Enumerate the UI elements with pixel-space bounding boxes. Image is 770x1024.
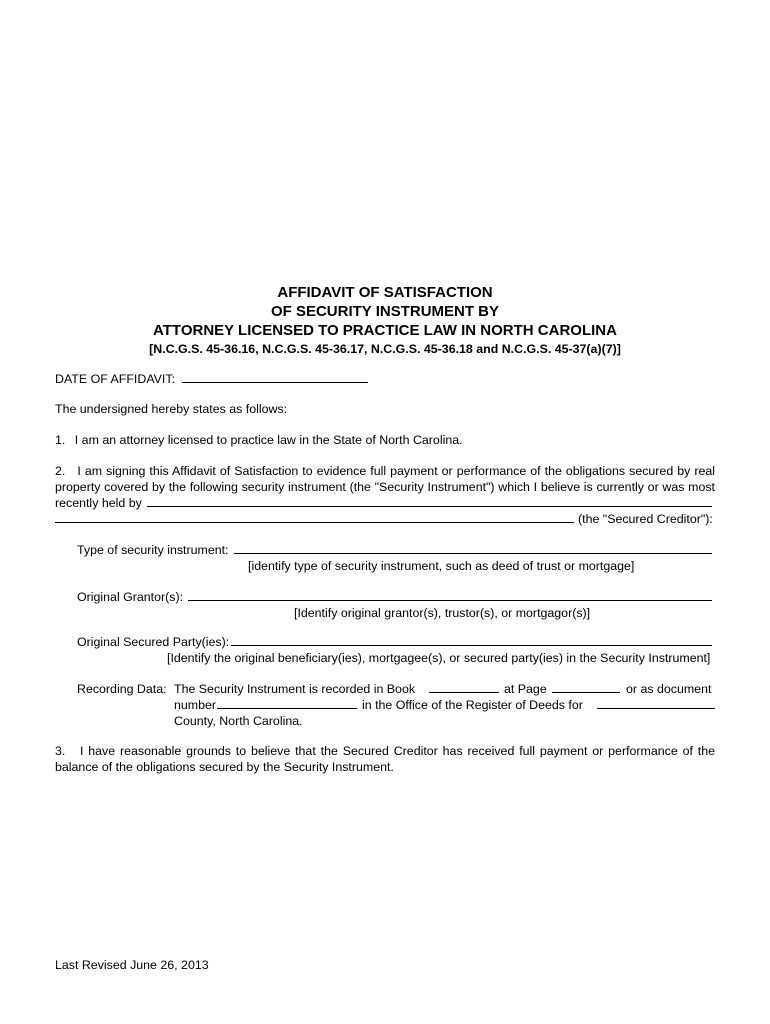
recording-row-1: [174, 681, 415, 697]
document-number-field[interactable]: [217, 696, 357, 709]
held-by-label: recently held by: [55, 496, 142, 510]
item-2-line-2: property covered by the following security instrument (the "Security Instrument") which I believe is currently or was most: [55, 480, 715, 494]
item-3-line-2: balance of the obligations secured by the Security Instrument.: [55, 760, 394, 774]
type-field[interactable]: [234, 541, 712, 554]
book-field[interactable]: [429, 680, 499, 693]
secured-creditor-field[interactable]: [55, 510, 574, 523]
grantor-label: Original Grantor(s):: [77, 590, 184, 604]
date-label: DATE OF AFFIDAVIT:: [55, 372, 176, 386]
item-1: [55, 432, 463, 448]
item-2: [55, 463, 715, 495]
recording-office: in the Office of the Register of Deeds for: [362, 698, 583, 712]
held-by-row: [55, 495, 142, 511]
intro-text: The undersigned hereby states as follows:: [55, 402, 288, 416]
recording-at-page: at Page: [504, 682, 547, 696]
page-field[interactable]: [552, 680, 620, 693]
recording-county: County, North Carolina.: [174, 714, 303, 728]
type-label: Type of security instrument:: [77, 543, 229, 557]
secured-party-hint: [Identify the original beneficiary(ies), mortgagee(s), or secured party(ies) in the Security Instrument]: [167, 651, 711, 665]
document-title: [0, 283, 770, 357]
item-1-number: 1.: [55, 433, 66, 447]
recording-text-1: The Security Instrument is recorded in Book: [174, 682, 416, 696]
item-2-number: 2.: [55, 464, 66, 478]
county-field[interactable]: [597, 696, 715, 709]
grantor-field[interactable]: [188, 588, 712, 601]
item-3-line-1: [55, 743, 715, 759]
date-row: [55, 370, 368, 387]
title-line-2: OF SECURITY INSTRUMENT BY: [270, 303, 500, 320]
grantor-hint: [Identify original grantor(s), trustor(s), or mortgagor(s)]: [294, 606, 591, 620]
recording-label: Recording Data:: [77, 682, 167, 696]
held-by-field[interactable]: [147, 494, 712, 507]
item-1-text: I am an attorney licensed to practice law in the State of North Carolina.: [74, 433, 463, 447]
recording-number-label: number: [174, 698, 217, 712]
last-revised-footer: Last Revised June 26, 2013: [55, 958, 209, 972]
recording-or-doc: or as document: [626, 682, 712, 696]
item-3-line-1-text: I have reasonable grounds to believe that the Secured Creditor has received full payment or performance of the: [79, 744, 715, 758]
item-3: [55, 743, 715, 775]
secured-party-label: Original Secured Party(ies):: [77, 635, 230, 649]
type-hint: [identify type of security instrument, such as deed of trust or mortgage]: [248, 559, 635, 573]
secured-creditor-suffix: (the "Secured Creditor"):: [578, 512, 713, 526]
date-field[interactable]: [182, 370, 368, 383]
title-line-1: AFFIDAVIT OF SATISFACTION: [277, 284, 493, 301]
item-2-line-1: [55, 463, 715, 479]
item-3-number: 3.: [55, 744, 66, 758]
statute-citation: [N.C.G.S. 45-36.16, N.C.G.S. 45-36.17, N.C.G.S. 45-36.18 and N.C.G.S. 45-37(a)(7)]: [149, 342, 621, 356]
secured-party-field[interactable]: [231, 633, 712, 646]
item-2-line-1-text: I am signing this Affidavit of Satisfaction to evidence full payment or performance of the obligations secured by real: [77, 464, 715, 478]
title-line-3: ATTORNEY LICENSED TO PRACTICE LAW IN NORTH CAROLINA: [153, 322, 617, 339]
